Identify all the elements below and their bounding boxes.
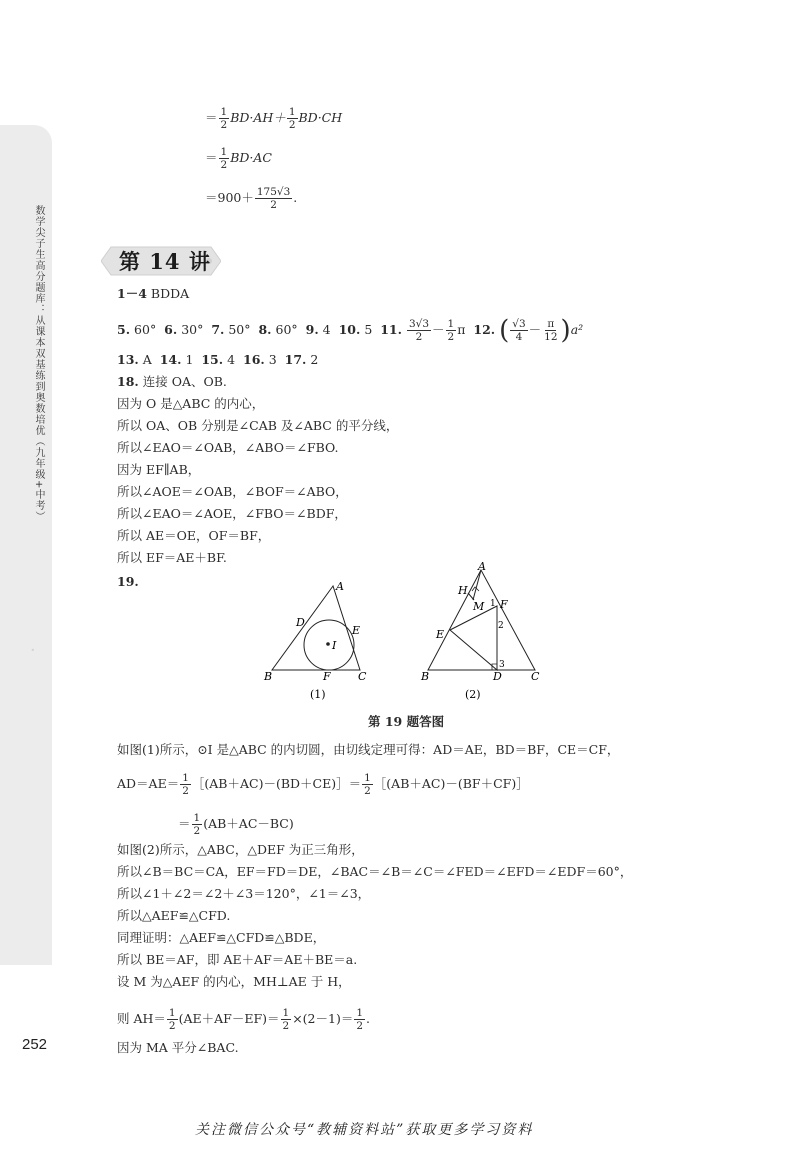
decorative-mark: · [30,640,36,661]
fig1-caption: (1) [310,688,326,701]
answers-row-3: 13. A 14. 1 15. 4 16. 3 17. 2 [117,352,319,367]
footer-watermark: 关注微信公众号“教辅资料站”获取更多学习资料 [195,1122,534,1138]
figure-1 [258,578,378,708]
q18-line-7: 所以 AE＝OE，OF＝BF， [117,528,271,543]
fig2-label-f: F [500,598,508,611]
q19-line-2: AD＝AE＝ $\frac{1}{2}$ ［(AB＋AC)－(BD＋CE)］＝ $\frac{1}{2}$ ［(AB＋AC)－(BF＋CF)］ [117,772,529,797]
answers-row-1: 1－4 BDDA [117,286,190,301]
q18-line-8: 所以 EF＝AE＋BF. [117,550,227,565]
q19-label: 19. [117,574,139,589]
lecture-title: 第 14 讲 [119,249,211,274]
fig2-label-1: 1 [490,599,496,609]
fig2-label-3: 3 [499,660,505,670]
fig2-label-b: B [421,670,430,683]
fig1-label-a: A [336,580,344,593]
q19-b-line-6: 设 M 为△AEF 的内心，MH⊥AE 于 H， [117,974,351,989]
q18-line-3: 所以∠EAO＝∠OAB，∠ABO＝∠FBO. [117,440,339,455]
q19-line-1: 如图(1)所示，⊙I 是△ABC 的内切圆，由切线定理可得：AD＝AE，BD＝BF，CE＝CF， [117,742,620,757]
figure-caption: 第 19 题答图 [368,714,445,729]
page-number: 252 [22,1036,48,1053]
q19-b-line-4: 同理证明：△AEF≌△CFD≌△BDE， [117,930,326,945]
equation-line-1: ＝ $\frac{1}{2}$ BD·AH＋ $\frac{1}{2}$ BD·CH [205,106,343,131]
q18-line-2: 所以 OA、OB 分别是∠CAB 及∠ABC 的平分线， [117,418,399,433]
q18-line-6: 所以∠EAO＝∠AOE，∠FBO＝∠BDF， [117,506,347,521]
figure-2 [418,560,548,708]
fig2-caption: (2) [465,688,481,701]
q19-b-line-0: 如图(2)所示，△ABC，△DEF 为正三角形， [117,842,364,857]
fig1-label-f: F [323,670,331,683]
fig1-label-d: D [296,616,305,629]
q19-b-line-5: 所以 BE＝AF，即 AE＋AF＝AE＋BE＝a. [117,952,358,967]
fig1-label-b: B [264,670,273,683]
fig2-label-2: 2 [498,621,504,631]
q19-b-line-2: 所以∠1＋∠2＝∠2＋∠3＝120°，∠1＝∠3， [117,886,371,901]
fig2-label-c: C [531,670,540,683]
q18-line-1: 因为 O 是△ABC 的内心， [117,396,265,411]
q19-final-line: 因为 MA 平分∠BAC. [117,1040,239,1055]
fig1-label-c: C [358,670,367,683]
fig2-label-h: H [458,584,468,597]
q18-line-4: 因为 EF∥AB， [117,462,201,477]
book-title-vertical: 数学尖子生高分题库：从课本双基练到奥数培优（九年级+中考） [33,205,44,523]
fig2-label-a: A [478,560,486,573]
equation-line-3: ＝900＋ $\frac{175√3}{2}$ . [205,186,298,211]
fig2-label-m: M [473,600,485,613]
q19-last-line: 则 AH＝ $\frac{1}{2}$ (AE＋AF－EF)＝ $\frac{1}{2}$ ×(2－1)＝ $\frac{1}{2}$ . [117,1007,370,1032]
q18-line-0: 18. 连接 OA、OB. [117,374,227,389]
q18-line-5: 所以∠AOE＝∠OAB，∠BOF＝∠ABO， [117,484,348,499]
q19-b-line-3: 所以△AEF≌△CFD. [117,908,231,923]
q19-line-3: ＝ $\frac{1}{2}$ (AB＋AC－BC) [178,812,294,837]
equation-line-2: ＝ $\frac{1}{2}$ BD·AC [205,146,272,171]
fig2-label-e: E [436,628,445,641]
q19-b-line-1: 所以∠B＝BC＝CA，EF＝FD＝DE，∠BAC＝∠B＝∠C＝∠FED＝∠EFD＝∠EDF＝60°， [117,864,633,879]
fig2-label-d: D [493,670,502,683]
fig1-label-e: E [352,624,361,637]
fig1-label-i: I [332,639,337,652]
answers-row-2: 5. 60° 6. 30° 7. 50° 8. 60° 9. 4 10. 5 11. $\frac{3√3}{2}$ － $\frac{1}{2}$ π 12. ( $\frac{√3}{4}$ － $\frac{\pi}{12}$ )a² [117,315,584,346]
